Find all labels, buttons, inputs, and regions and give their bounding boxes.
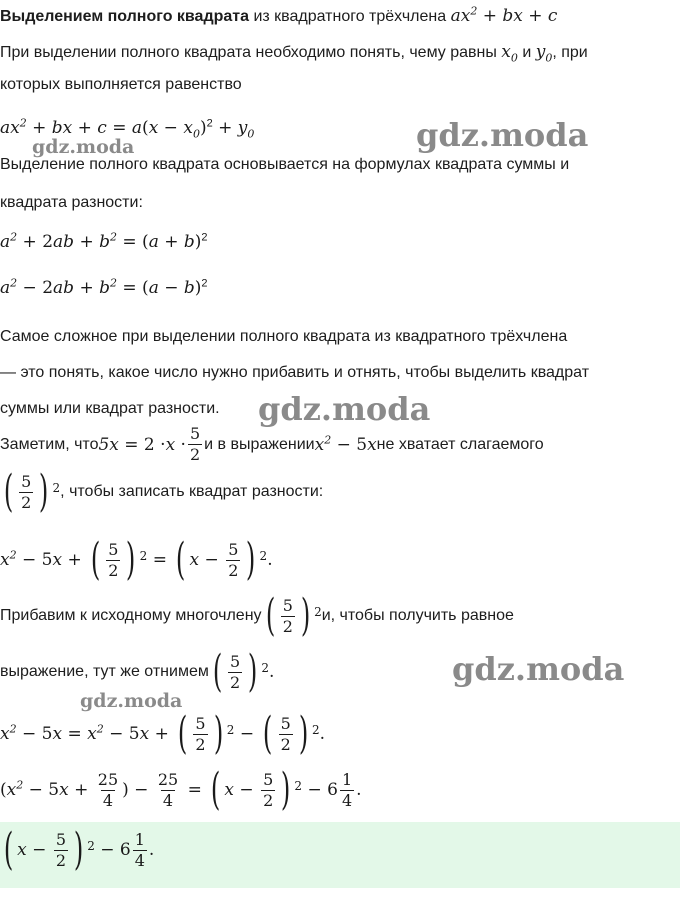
note-text-b: и в выражении xyxy=(204,435,315,453)
x0-symbol: $x_0$ xyxy=(501,42,518,65)
missing-term-line: ( $\frac{5}{2}$ ) 2 , чтобы записать квадрат разности: xyxy=(3,466,324,517)
note-text-c: не хватает слагаемого xyxy=(376,435,544,453)
intro-line xyxy=(0,6,557,26)
intro-text: из квадратного трёхчлена xyxy=(249,8,451,25)
watermark: gdz.moda xyxy=(416,116,589,154)
hardest-part-line1: Самое сложное при выделении полного квадрата из квадратного трёхчлена xyxy=(0,328,568,345)
add-text-a: Прибавим к исходному многочлену xyxy=(0,607,262,624)
question-text-b: и xyxy=(517,44,536,61)
trinomial: $ax^2$ + bx + c xyxy=(450,4,558,26)
question-text-a: При выделении полного квадрата необходимо понять, чему равны xyxy=(0,44,502,61)
grouped-formula: ( $x^2$ − 5 x + $\frac{25}{4}$ ) − $\frac{25}{4}$ = ( x − $\frac{5}{2}$ ) 2 − 6 $\frac{1}{4}$ . xyxy=(0,764,362,815)
hardest-part-line3: суммы или квадрат разности. xyxy=(0,400,220,417)
equality-intro: которых выполняется равенство xyxy=(0,76,242,93)
note-line: Заметим, что 5x = 2 · x · $\frac{5}{2}$ и в выражении $x^2$ − 5 x не хватает слагаемого xyxy=(0,424,544,464)
note-text-a: Заметим, что xyxy=(0,435,99,453)
add-text-b: и, чтобы получить равное xyxy=(321,607,514,624)
question-line xyxy=(0,42,588,65)
y0-symbol: $y_0$ xyxy=(535,42,553,65)
square-completion-formula: $x^2$ − 5 x + ( $\frac{5}{2}$ ) 2 = ( x − $\frac{5}{2}$ ) 2 . xyxy=(0,534,273,585)
formulas-intro-cont: квадрата разности: xyxy=(0,194,143,211)
watermark: gdz.moda xyxy=(32,136,135,158)
answer-formula: ( x − $\frac{5}{2}$ ) 2 − 6 $\frac{1}{4}$ . xyxy=(3,824,155,875)
vertex-form-formula: $ax^2$ + bx + $c = a(x - x_0)^2 + y_0$ xyxy=(0,116,255,141)
watermark: gdz.moda xyxy=(258,390,431,428)
question-text-c: , при xyxy=(552,44,588,61)
hardest-part-line2: — это понять, какое число нужно прибавить и отнять, чтобы выделить квадрат xyxy=(0,364,590,381)
intro-bold: Выделением полного квадрата xyxy=(0,8,249,25)
watermark: gdz.moda xyxy=(80,690,183,712)
missing-term-text: , чтобы записать квадрат разности: xyxy=(60,483,324,500)
add-subtract-formula: $x^2$ − 5 x = $x^2$ − 5 x + ( $\frac{5}{2}$ ) 2 − ( $\frac{5}{2}$ ) 2 . xyxy=(0,708,326,759)
sum-square-formula: $a^2 + 2ab + b^2 = (a + b)^2$ xyxy=(0,230,208,252)
fraction-5-2: $\frac{5}{2}$ xyxy=(189,424,201,464)
formulas-intro: Выделение полного квадрата основывается на формулах квадрата суммы и xyxy=(0,156,570,173)
subtract-line: выражение, тут же отнимем ( $\frac{5}{2}$ ) 2 . xyxy=(0,646,275,697)
watermark: gdz.moda xyxy=(452,650,625,688)
subtract-text: выражение, тут же отнимем xyxy=(0,663,209,680)
add-line: Прибавим к исходному многочлену ( $\frac{5}{2}$ ) 2 и, чтобы получить равное xyxy=(0,590,514,641)
diff-square-formula: $a^2 - 2ab + b^2 = (a - b)^2$ xyxy=(0,276,208,298)
